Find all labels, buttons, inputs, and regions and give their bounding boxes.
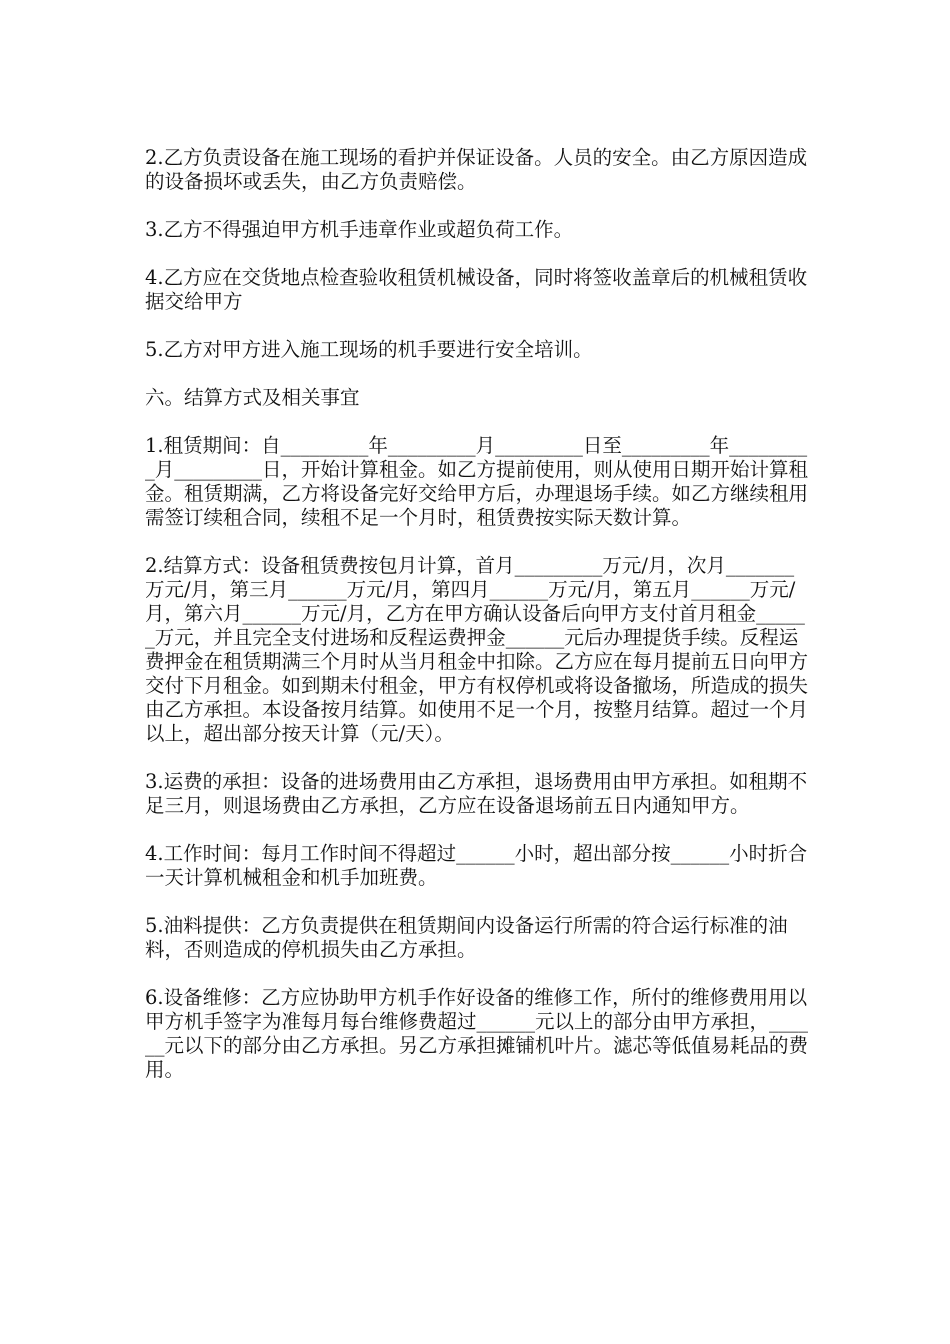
- document-page: [145, 146, 810, 1106]
- settlement-clause-1: 1.租赁期间：自_________年_________月_________日至_________年_________月_________日，开始计算租金。如乙方提前使用，则从使用日期开始计算租金。租赁期满，乙方将设备完好交给甲方后，办理退场手续。如乙方继续租用需签订续租合同，续租不足一个月时，租赁费按实际天数计算。: [145, 434, 809, 529]
- settlement-clause-3: 3.运费的承担：设备的进场费用由乙方承担，退场费用由甲方承担。如租期不足三月，则退场费由乙方承担，乙方应在设备退场前五日内通知甲方。: [145, 770, 808, 817]
- clause-2: 2.乙方负责设备在施工现场的看护并保证设备。人员的安全。由乙方原因造成的设备损坏或丢失，由乙方负责赔偿。: [145, 146, 808, 193]
- section-heading-6: 六。结算方式及相关事宜: [145, 386, 360, 409]
- settlement-clause-2: 2.结算方式：设备租赁费按包月计算，首月_________万元/月，次月_______万元/月，第三月______万元/月，第四月______万元/月，第五月______万元/月，第六月______万元/月，乙方在甲方确认设备后向甲方支付首月租金______万元，并且完全支付进场和反程运费押金______元后办理提货手续。反程运费押金在租赁期满三个月时从当月租金中扣除。乙方应在每月提前五日向甲方交付下月租金。如到期未付租金，甲方有权停机或将设备撤场，所造成的损失由乙方承担。本设备按月结算。如使用不足一个月，按整月结算。超过一个月以上，超出部分按天计算（元/天）。: [145, 554, 809, 745]
- settlement-clause-4: 4.工作时间：每月工作时间不得超过______小时，超出部分按______小时折合一天计算机械租金和机手加班费。: [145, 842, 808, 889]
- settlement-clause-5: 5.油料提供：乙方负责提供在租赁期间内设备运行所需的符合运行标准的油料，否则造成的停机损失由乙方承担。: [145, 914, 788, 961]
- settlement-clause-6: 6.设备维修：乙方应协助甲方机手作好设备的维修工作，所付的维修费用用以甲方机手签字为准每月每台维修费超过______元以上的部分由甲方承担，______元以下的部分由乙方承担。另乙方承担摊铺机叶片。滤芯等低值易耗品的费用。: [145, 986, 809, 1081]
- clause-4: 4.乙方应在交货地点检查验收租赁机械设备，同时将签收盖章后的机械租赁收据交给甲方: [145, 266, 808, 313]
- clause-5: 5.乙方对甲方进入施工现场的机手要进行安全培训。: [145, 338, 593, 361]
- clause-3: 3.乙方不得强迫甲方机手违章作业或超负荷工作。: [145, 218, 574, 241]
